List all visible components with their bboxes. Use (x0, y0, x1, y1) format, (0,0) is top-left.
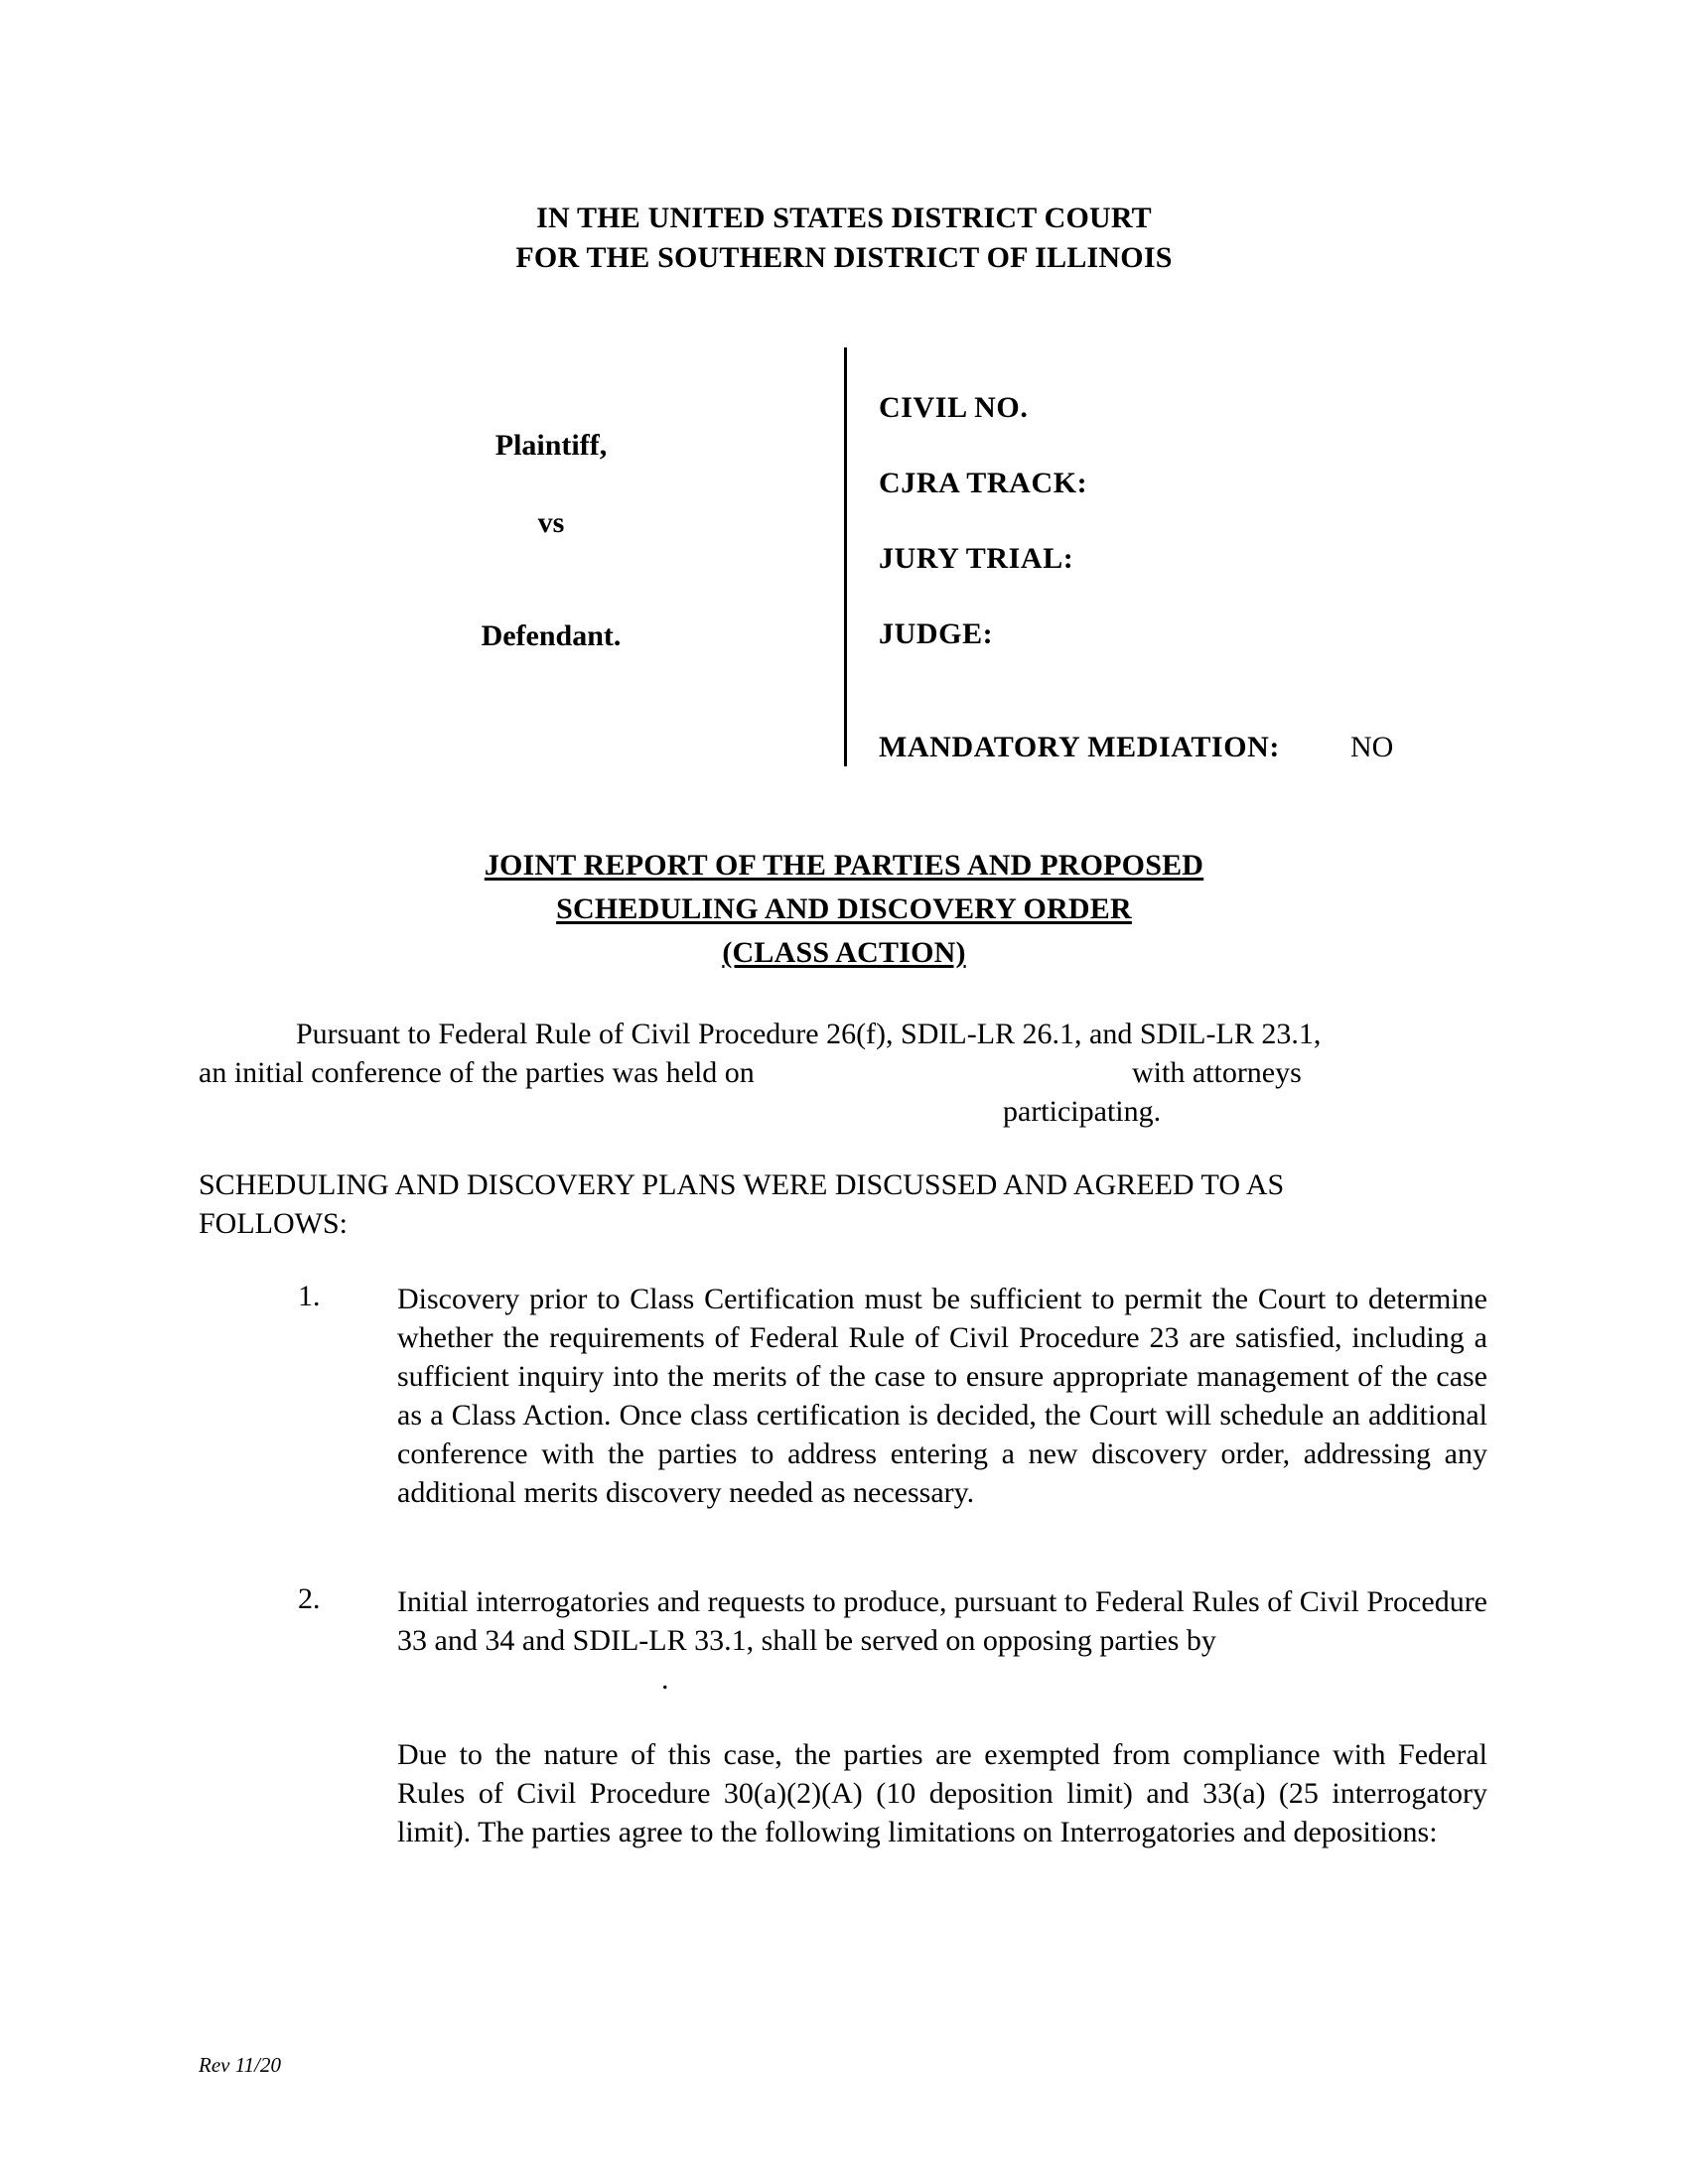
agreed-heading-line-1: SCHEDULING AND DISCOVERY PLANS WERE DISCUSSED AND AGREED TO AS (199, 1168, 1285, 1201)
intro-line-3: participating. (1003, 1095, 1162, 1128)
document-title-line-2: SCHEDULING AND DISCOVERY ORDER (556, 892, 1132, 925)
defendant-label: Defendant. (481, 619, 622, 652)
item-1-number: 1. (298, 1280, 321, 1312)
item-2-blank-period: . (661, 1663, 669, 1696)
intro-line-2a: an initial conference of the parties was held on (199, 1056, 755, 1089)
cjra-track-label: CJRA TRACK: (879, 467, 1088, 499)
court-name-line-1: IN THE UNITED STATES DISTRICT COURT (536, 202, 1152, 234)
civil-no-label: CIVIL NO. (879, 391, 1029, 424)
mandatory-mediation-value: NO (1350, 731, 1394, 763)
item-2-number: 2. (298, 1582, 321, 1615)
plaintiff-label: Plaintiff, (494, 429, 608, 462)
mandatory-mediation-label: MANDATORY MEDIATION: (879, 731, 1280, 763)
item-2-text: Initial interrogatories and requests to produce, pursuant to Federal Rules of Civil Procedure 33 and 34 and SDIL-LR 33.1, shall be served on opposing parties by (397, 1585, 1487, 1657)
intro-line-2b: with attorneys (1132, 1056, 1302, 1089)
jury-trial-label: JURY TRIAL: (879, 542, 1074, 575)
caption-divider (844, 347, 847, 766)
court-name-line-2: FOR THE SOUTHERN DISTRICT OF ILLINOIS (515, 241, 1173, 274)
judge-label: JUDGE: (879, 617, 994, 650)
document-title-line-1: JOINT REPORT OF THE PARTIES AND PROPOSED (484, 849, 1204, 882)
versus-label: vs (537, 506, 565, 539)
revision-footer: Rev 11/20 (199, 2053, 281, 2077)
item-1-text: Discovery prior to Class Certification must be sufficient to permit the Court to determine whether the requirements of Federal Rule of Civil Procedure 23 are satisfied, including a sufficient inquiry into the merits of the case to ensure appropriate management of the case as a Class Action. Once class certification is decided, the Court will schedule an additional conference with the parties to address entering a new discovery order, addressing any additional merits discovery needed as necessary. (397, 1283, 1487, 1509)
document-title-line-3: (CLASS ACTION) (722, 936, 966, 969)
agreed-heading-line-2: FOLLOWS: (199, 1207, 348, 1240)
intro-line-1: Pursuant to Federal Rule of Civil Procedure 26(f), SDIL-LR 26.1, and SDIL-LR 23.1, (296, 1018, 1322, 1050)
item-2-followup-text: Due to the nature of this case, the parties are exempted from compliance with Federal Rules of Civil Procedure 30(a)(2)(A) (10 deposition limit) and 33(a) (25 interrogatory limit). The parties agree to the following limitations on Interrogatories and depositions: (397, 1738, 1487, 1848)
